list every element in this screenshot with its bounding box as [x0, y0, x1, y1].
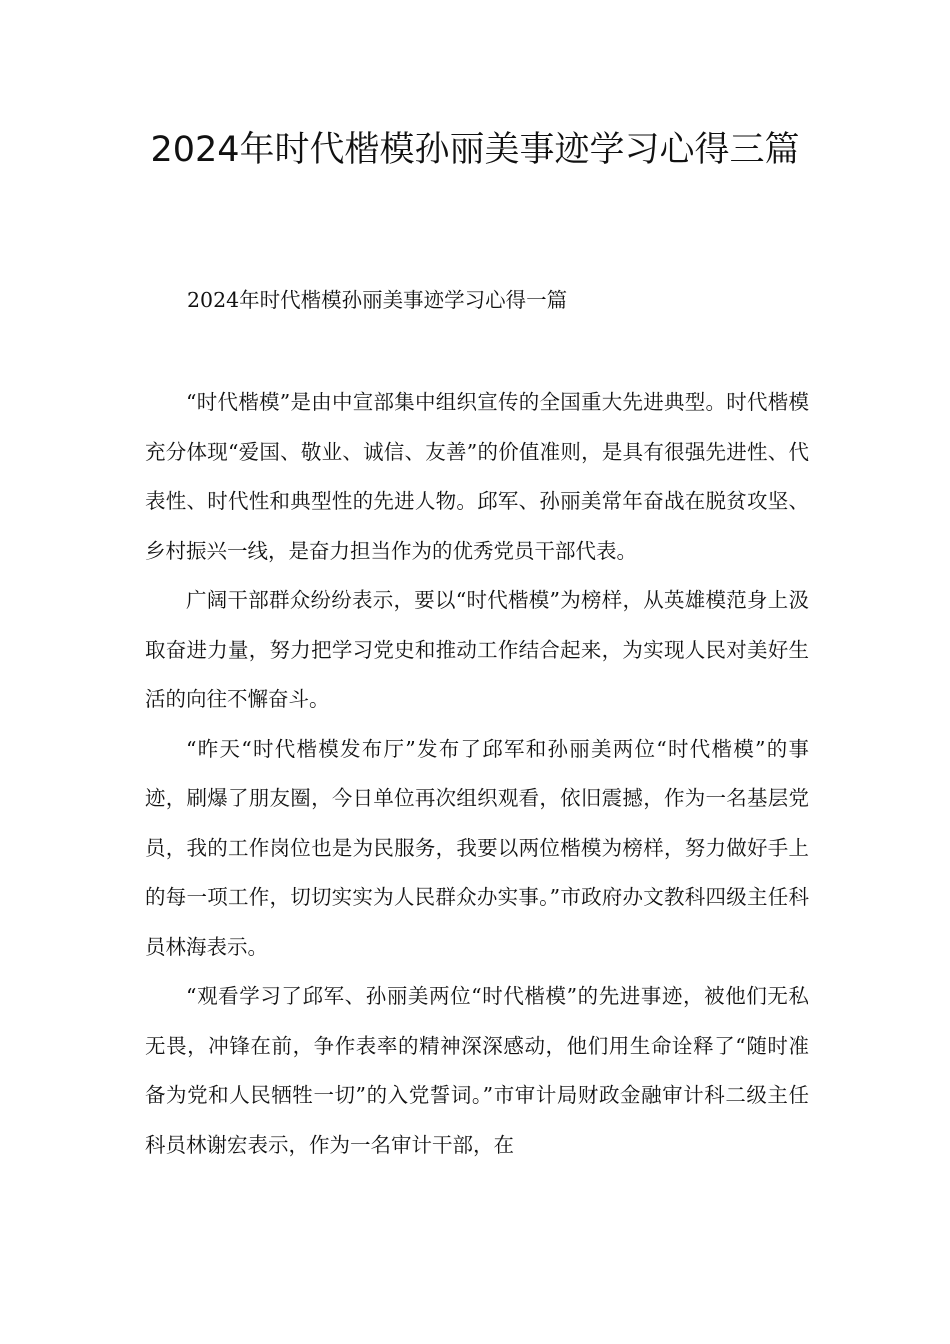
body-paragraph: “观看学习了邱军、孙丽美两位“时代楷模”的先进事迹，被他们无私无畏，冲锋在前，争作表率的精神深深感动，他们用生命诠释了“随时准备为党和人民牺牲一切”的入党誓词。”市审计局财政金融审计科二级主任科员林谢宏表示，作为一名审计干部，在: [145, 984, 809, 1157]
document-subtitle: 2024年时代楷模孙丽美事迹学习心得一篇: [187, 288, 568, 312]
body-paragraph: 广阔干部群众纷纷表示，要以“时代楷模”为榜样，从英雄模范身上汲取奋进力量，努力把学习党史和推动工作结合起来，为实现人民对美好生活的向往不懈奋斗。: [145, 588, 809, 711]
document-body: [145, 378, 809, 1170]
document-title: 2024年时代楷模孙丽美事迹学习心得三篇: [150, 130, 800, 170]
body-paragraph: “时代楷模”是由中宣部集中组织宣传的全国重大先进典型。时代楷模充分体现“爱国、敬业、诚信、友善”的价值准则，是具有很强先进性、代表性、时代性和典型性的先进人物。邱军、孙丽美常年奋战在脱贫攻坚、乡村振兴一线，是奋力担当作为的优秀党员干部代表。: [145, 390, 809, 563]
body-paragraph: “昨天“时代楷模发布厅”发布了邱军和孙丽美两位“时代楷模”的事迹，刷爆了朋友圈，今日单位再次组织观看，依旧震撼，作为一名基层党员，我的工作岗位也是为民服务，我要以两位楷模为榜样，努力做好手上的每一项工作，切切实实为人民群众办实事。”市政府办文教科四级主任科员林海表示。: [145, 736, 809, 959]
